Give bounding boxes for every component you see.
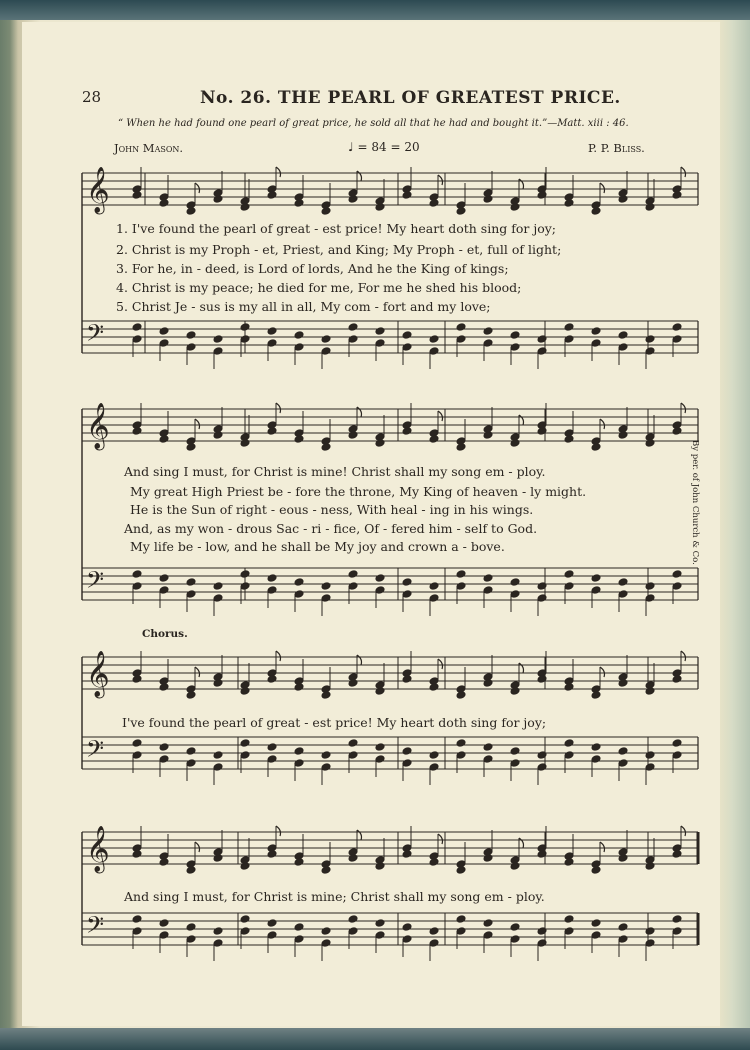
note-head: [294, 935, 304, 944]
note-flag: [276, 403, 281, 413]
note-flag: [357, 171, 362, 181]
note-head: [672, 927, 682, 936]
page-number: 28: [82, 88, 102, 106]
note-head: [321, 939, 331, 948]
note-head: [618, 935, 628, 944]
hymn-number: No. 26.: [200, 88, 272, 108]
note-head: [240, 335, 250, 344]
note-head: [159, 339, 169, 348]
note-head: [348, 335, 358, 344]
note-head: [321, 335, 331, 344]
note-head: [645, 939, 655, 948]
note-head: [564, 751, 574, 760]
note-head: [510, 747, 520, 756]
note-head: [321, 347, 331, 356]
note-head: [159, 586, 169, 595]
note-head: [645, 751, 655, 760]
note-flag: [681, 826, 686, 836]
note-head: [618, 923, 628, 932]
note-head: [429, 335, 439, 344]
note-head: [348, 927, 358, 936]
note-head: [402, 747, 412, 756]
note-flag: [195, 842, 200, 852]
note-head: [429, 939, 439, 948]
note-head: [159, 931, 169, 940]
note-head: [348, 751, 358, 760]
note-head: [456, 323, 466, 332]
note-head: [456, 335, 466, 344]
note-head: [510, 759, 520, 768]
note-head: [564, 739, 574, 748]
note-head: [240, 915, 250, 924]
note-head: [375, 574, 385, 583]
note-flag: [195, 667, 200, 677]
note-flag: [600, 842, 605, 852]
note-head: [375, 755, 385, 764]
note-head: [672, 323, 682, 332]
note-head: [240, 323, 250, 332]
note-head: [321, 594, 331, 603]
note-head: [483, 919, 493, 928]
note-head: [618, 578, 628, 587]
note-flag: [681, 403, 686, 413]
note-head: [672, 335, 682, 344]
note-head: [672, 915, 682, 924]
note-head: [456, 927, 466, 936]
note-head: [591, 327, 601, 336]
note-flag: [438, 834, 443, 844]
note-head: [429, 594, 439, 603]
note-head: [267, 743, 277, 752]
note-flag: [276, 826, 281, 836]
verse-line-1b: And sing I must, for Christ is mine! Christ shall my song em - ploy.: [124, 464, 546, 479]
note-head: [213, 751, 223, 760]
note-flag: [600, 667, 605, 677]
note-head: [564, 335, 574, 344]
note-head: [645, 335, 655, 344]
note-head: [240, 582, 250, 591]
note-head: [618, 331, 628, 340]
note-head: [348, 739, 358, 748]
bass-clef-icon: 𝄢: [86, 735, 105, 768]
note-head: [186, 578, 196, 587]
note-flag: [357, 830, 362, 840]
note-head: [132, 927, 142, 936]
note-head: [591, 919, 601, 928]
note-head: [483, 586, 493, 595]
note-head: [159, 743, 169, 752]
note-head: [159, 755, 169, 764]
note-head: [159, 327, 169, 336]
note-head: [186, 923, 196, 932]
note-head: [591, 339, 601, 348]
note-head: [348, 570, 358, 579]
note-head: [645, 347, 655, 356]
note-head: [618, 343, 628, 352]
verse-line-4a: 4. Christ is my peace; he died for me, For me he shed his blood;: [116, 280, 522, 295]
note-head: [429, 763, 439, 772]
verse-line-1a: 1. I've found the pearl of great - est price! My heart doth sing for joy;: [116, 221, 556, 236]
note-head: [402, 343, 412, 352]
note-head: [267, 574, 277, 583]
note-head: [294, 343, 304, 352]
note-head: [132, 335, 142, 344]
note-head: [186, 590, 196, 599]
note-head: [321, 927, 331, 936]
note-flag: [195, 419, 200, 429]
note-head: [213, 347, 223, 356]
treble-clef-icon: 𝄞: [86, 826, 110, 872]
note-head: [429, 751, 439, 760]
note-head: [321, 751, 331, 760]
note-head: [402, 759, 412, 768]
bass-clef-icon: 𝄢: [86, 319, 105, 352]
note-flag: [519, 179, 524, 189]
verse-line-5a: 5. Christ Je - sus is my all in all, My com - fort and my love;: [116, 299, 491, 314]
note-head: [132, 323, 142, 332]
note-head: [645, 594, 655, 603]
note-head: [159, 574, 169, 583]
verse-line-4b: And, as my won - drous Sac - ri - fice, Of - fered him - self to God.: [124, 521, 538, 536]
note-head: [618, 590, 628, 599]
note-head: [294, 331, 304, 340]
note-flag: [519, 415, 524, 425]
note-flag: [519, 663, 524, 673]
note-head: [240, 739, 250, 748]
note-head: [591, 755, 601, 764]
note-head: [456, 739, 466, 748]
note-head: [618, 759, 628, 768]
note-head: [267, 931, 277, 940]
note-head: [510, 578, 520, 587]
note-head: [186, 747, 196, 756]
note-head: [213, 582, 223, 591]
note-head: [294, 747, 304, 756]
chorus-label: Chorus.: [142, 628, 188, 640]
note-head: [564, 915, 574, 924]
note-head: [375, 327, 385, 336]
lyricist: John Mason.: [114, 141, 184, 155]
note-head: [267, 755, 277, 764]
note-head: [132, 570, 142, 579]
note-head: [132, 915, 142, 924]
note-head: [348, 915, 358, 924]
note-head: [591, 574, 601, 583]
note-flag: [600, 419, 605, 429]
note-flag: [681, 651, 686, 661]
note-head: [213, 939, 223, 948]
note-head: [672, 570, 682, 579]
note-head: [132, 751, 142, 760]
note-flag: [681, 167, 686, 177]
hymn-title-text: THE PEARL OF GREATEST PRICE.: [277, 88, 621, 108]
note-flag: [438, 659, 443, 669]
note-flag: [357, 655, 362, 665]
note-head: [267, 327, 277, 336]
note-head: [159, 919, 169, 928]
note-head: [375, 743, 385, 752]
note-head: [618, 747, 628, 756]
note-head: [672, 739, 682, 748]
note-head: [564, 582, 574, 591]
note-head: [564, 570, 574, 579]
verse-line-3a: 3. For he, in - deed, is Lord of lords, And he the King of kings;: [116, 261, 509, 276]
treble-clef-icon: 𝄞: [86, 167, 110, 213]
scripture-epigraph: “ When he had found one pearl of great price, he sold all that he had and bought it.”—Matt. xiii : 46.: [118, 118, 629, 129]
note-head: [267, 919, 277, 928]
note-head: [429, 927, 439, 936]
note-head: [510, 343, 520, 352]
chorus-line-2: And sing I must, for Christ is mine; Christ shall my song em - ploy.: [124, 889, 545, 904]
note-head: [213, 763, 223, 772]
note-head: [267, 339, 277, 348]
verse-line-3b: He is the Sun of right - eous - ness, With heal - ing in his wings.: [130, 502, 534, 517]
composer: P. P. Bliss.: [588, 141, 645, 155]
note-head: [510, 590, 520, 599]
note-flag: [195, 183, 200, 193]
note-flag: [276, 167, 281, 177]
note-head: [402, 923, 412, 932]
note-head: [186, 343, 196, 352]
note-head: [645, 763, 655, 772]
note-head: [429, 347, 439, 356]
note-head: [375, 931, 385, 940]
tempo-value: = 84 = 20: [357, 140, 420, 154]
note-head: [483, 743, 493, 752]
note-head: [402, 578, 412, 587]
note-head: [456, 915, 466, 924]
note-flag: [276, 651, 281, 661]
note-head: [402, 935, 412, 944]
note-head: [591, 586, 601, 595]
note-head: [645, 582, 655, 591]
note-head: [348, 323, 358, 332]
note-head: [483, 931, 493, 940]
note-head: [375, 586, 385, 595]
note-head: [456, 751, 466, 760]
note-head: [672, 582, 682, 591]
note-head: [267, 586, 277, 595]
note-head: [375, 919, 385, 928]
treble-clef-icon: 𝄞: [86, 651, 110, 697]
note-head: [213, 927, 223, 936]
note-head: [510, 331, 520, 340]
note-flag: [519, 838, 524, 848]
note-head: [456, 582, 466, 591]
note-head: [294, 590, 304, 599]
note-head: [645, 927, 655, 936]
note-flag: [600, 183, 605, 193]
note-head: [240, 570, 250, 579]
note-head: [132, 739, 142, 748]
note-head: [402, 590, 412, 599]
note-head: [294, 759, 304, 768]
verse-line-2a: 2. Christ is my Proph - et, Priest, and King; My Proph - et, full of light;: [116, 242, 562, 257]
note-head: [186, 331, 196, 340]
note-head: [456, 570, 466, 579]
note-head: [483, 574, 493, 583]
note-head: [537, 347, 547, 356]
permission-notice: By per. of John Church & Co.: [690, 440, 700, 565]
note-head: [213, 594, 223, 603]
note-head: [294, 923, 304, 932]
note-flag: [438, 175, 443, 185]
note-head: [591, 743, 601, 752]
note-head: [483, 755, 493, 764]
note-head: [510, 923, 520, 932]
note-head: [132, 582, 142, 591]
note-head: [564, 323, 574, 332]
note-head: [213, 335, 223, 344]
note-head: [186, 759, 196, 768]
note-head: [537, 763, 547, 772]
note-head: [321, 763, 331, 772]
note-head: [591, 931, 601, 940]
note-head: [240, 751, 250, 760]
note-head: [402, 331, 412, 340]
bass-clef-icon: 𝄢: [86, 566, 105, 599]
note-head: [537, 594, 547, 603]
chorus-line-1: I've found the pearl of great - est price! My heart doth sing for joy;: [122, 715, 547, 730]
quarter-note-icon: ♩: [348, 140, 354, 154]
treble-clef-icon: 𝄞: [86, 403, 110, 449]
note-head: [564, 927, 574, 936]
note-head: [186, 935, 196, 944]
note-head: [375, 339, 385, 348]
note-head: [672, 751, 682, 760]
verse-line-2b: My great High Priest be - fore the throne, My King of heaven - ly might.: [130, 484, 587, 499]
note-head: [483, 327, 493, 336]
note-head: [240, 927, 250, 936]
note-head: [348, 582, 358, 591]
note-flag: [357, 407, 362, 417]
note-flag: [438, 411, 443, 421]
note-head: [294, 578, 304, 587]
note-head: [321, 582, 331, 591]
verse-line-5b: My life be - low, and he shall be My joy and crown a - bove.: [130, 539, 505, 554]
note-head: [483, 339, 493, 348]
note-head: [537, 939, 547, 948]
note-head: [510, 935, 520, 944]
bass-clef-icon: 𝄢: [86, 911, 105, 944]
note-head: [429, 582, 439, 591]
